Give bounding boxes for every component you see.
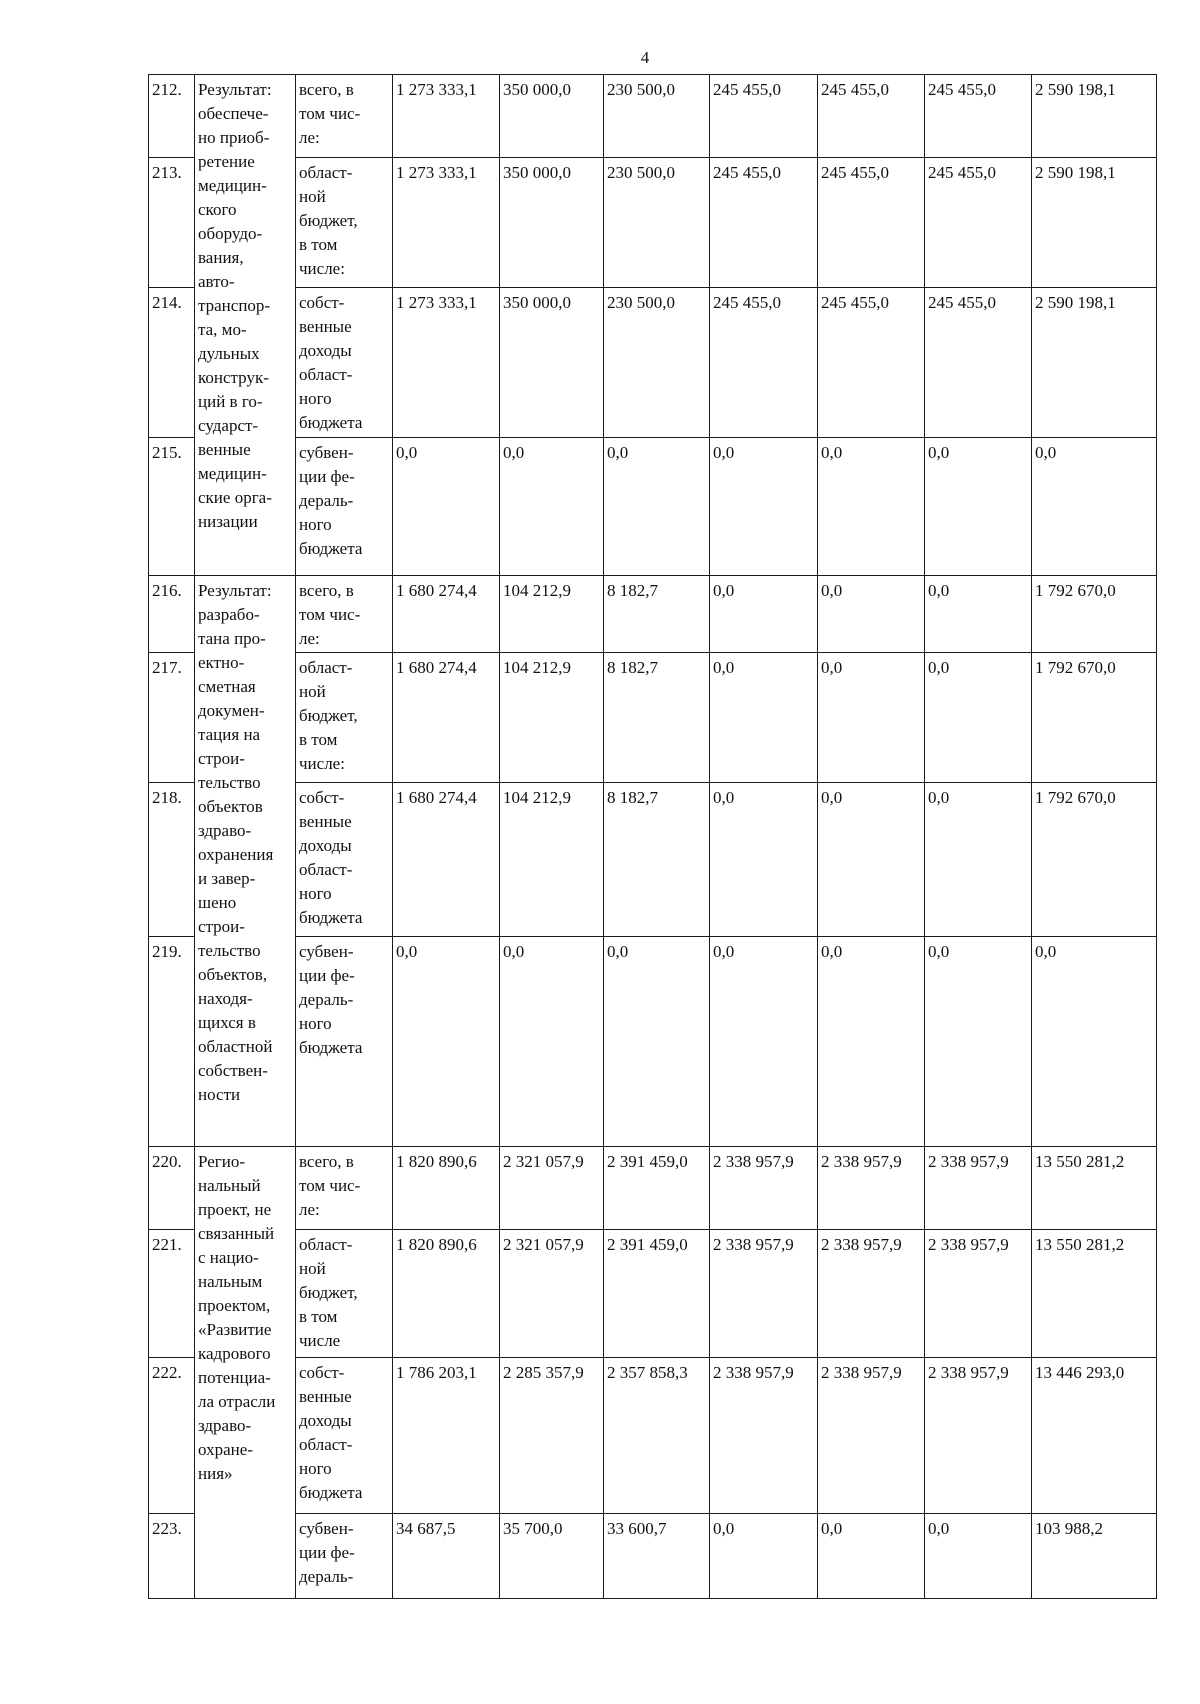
value-cell: 245 455,0 xyxy=(818,158,925,288)
value-cell: 2 338 957,9 xyxy=(818,1230,925,1358)
value-total-cell: 1 792 670,0 xyxy=(1032,576,1157,653)
result-description: Результат: разрабо- тана про- ектно- сметная докумен- тация на строи- тельство объектов здраво- охранения и завер- шено строи- тельство объектов, находя- щихся в областной собствен- ности xyxy=(195,576,296,1147)
funding-source: всего, в том чис- ле: xyxy=(296,1147,393,1230)
page-number: 4 xyxy=(640,48,650,67)
value-cell: 0,0 xyxy=(710,438,818,576)
value-cell: 2 338 957,9 xyxy=(818,1358,925,1514)
value-cell: 1 273 333,1 xyxy=(393,75,500,158)
value-cell: 0,0 xyxy=(818,1514,925,1599)
value-total-cell: 13 446 293,0 xyxy=(1032,1358,1157,1514)
value-cell: 230 500,0 xyxy=(604,75,710,158)
value-cell: 0,0 xyxy=(710,937,818,1147)
funding-source: област- ной бюджет, в том числе: xyxy=(296,158,393,288)
value-cell: 0,0 xyxy=(604,438,710,576)
value-cell: 245 455,0 xyxy=(925,75,1032,158)
value-cell: 2 338 957,9 xyxy=(925,1230,1032,1358)
value-cell: 0,0 xyxy=(818,438,925,576)
value-cell: 104 212,9 xyxy=(500,783,604,937)
value-cell: 0,0 xyxy=(818,576,925,653)
value-cell: 245 455,0 xyxy=(710,288,818,438)
table-row xyxy=(149,75,1157,158)
value-cell: 1 820 890,6 xyxy=(393,1230,500,1358)
value-cell: 245 455,0 xyxy=(818,288,925,438)
funding-source: субвен- ции фе- дераль- xyxy=(296,1514,393,1599)
table-row xyxy=(149,576,1157,653)
value-cell: 245 455,0 xyxy=(710,158,818,288)
table-row xyxy=(149,1514,1157,1599)
value-cell: 2 391 459,0 xyxy=(604,1147,710,1230)
value-cell: 2 391 459,0 xyxy=(604,1230,710,1358)
table-row xyxy=(149,158,1157,288)
result-description: Результат: обеспече- но приоб- ретение медицин- ского оборудо- вания, авто- транспор- та, мо- дульных конструк- ций в го- сударст- венные медицин- ские орга- низации xyxy=(195,75,296,576)
value-cell: 350 000,0 xyxy=(500,158,604,288)
value-total-cell: 0,0 xyxy=(1032,438,1157,576)
funding-source: собст- венные доходы област- ного бюджета xyxy=(296,783,393,937)
value-cell: 1 273 333,1 xyxy=(393,158,500,288)
value-cell: 0,0 xyxy=(925,653,1032,783)
row-number: 212. xyxy=(149,75,195,158)
value-total-cell: 1 792 670,0 xyxy=(1032,653,1157,783)
value-cell: 350 000,0 xyxy=(500,75,604,158)
value-cell: 0,0 xyxy=(925,937,1032,1147)
table-row xyxy=(149,783,1157,937)
value-total-cell: 2 590 198,1 xyxy=(1032,158,1157,288)
value-cell: 2 285 357,9 xyxy=(500,1358,604,1514)
value-cell: 2 338 957,9 xyxy=(925,1147,1032,1230)
value-cell: 1 786 203,1 xyxy=(393,1358,500,1514)
value-cell: 1 680 274,4 xyxy=(393,576,500,653)
value-cell: 35 700,0 xyxy=(500,1514,604,1599)
value-cell: 245 455,0 xyxy=(925,288,1032,438)
table-row xyxy=(149,1230,1157,1358)
value-cell: 0,0 xyxy=(818,783,925,937)
funding-source: всего, в том чис- ле: xyxy=(296,576,393,653)
funding-source: всего, в том чис- ле: xyxy=(296,75,393,158)
row-number: 220. xyxy=(149,1147,195,1230)
value-cell: 1 820 890,6 xyxy=(393,1147,500,1230)
value-cell: 0,0 xyxy=(818,653,925,783)
row-number: 216. xyxy=(149,576,195,653)
value-cell: 0,0 xyxy=(925,783,1032,937)
value-cell: 2 338 957,9 xyxy=(818,1147,925,1230)
row-number: 215. xyxy=(149,438,195,576)
funding-source: област- ной бюджет, в том числе xyxy=(296,1230,393,1358)
value-cell: 245 455,0 xyxy=(818,75,925,158)
table-row xyxy=(149,288,1157,438)
row-number: 213. xyxy=(149,158,195,288)
value-cell: 230 500,0 xyxy=(604,288,710,438)
value-cell: 2 338 957,9 xyxy=(710,1147,818,1230)
row-number: 221. xyxy=(149,1230,195,1358)
value-cell: 34 687,5 xyxy=(393,1514,500,1599)
table-row xyxy=(149,438,1157,576)
table-row xyxy=(149,653,1157,783)
value-cell: 0,0 xyxy=(925,438,1032,576)
value-cell: 2 321 057,9 xyxy=(500,1147,604,1230)
value-total-cell: 103 988,2 xyxy=(1032,1514,1157,1599)
value-cell: 104 212,9 xyxy=(500,653,604,783)
value-cell: 2 321 057,9 xyxy=(500,1230,604,1358)
value-cell: 0,0 xyxy=(710,653,818,783)
row-number: 218. xyxy=(149,783,195,937)
value-cell: 0,0 xyxy=(710,576,818,653)
result-description: Регио- нальный проект, не связанный с нацио- нальным проектом, «Развитие кадрового потенциа- ла отрасли здраво- охране- ния» xyxy=(195,1147,296,1599)
value-cell: 0,0 xyxy=(925,576,1032,653)
row-number: 214. xyxy=(149,288,195,438)
value-cell: 8 182,7 xyxy=(604,576,710,653)
value-cell: 0,0 xyxy=(818,937,925,1147)
value-cell: 230 500,0 xyxy=(604,158,710,288)
value-cell: 0,0 xyxy=(604,937,710,1147)
table-row xyxy=(149,1358,1157,1514)
value-total-cell: 2 590 198,1 xyxy=(1032,288,1157,438)
value-cell: 8 182,7 xyxy=(604,653,710,783)
value-cell: 0,0 xyxy=(393,937,500,1147)
value-cell: 2 338 957,9 xyxy=(925,1358,1032,1514)
value-cell: 0,0 xyxy=(500,438,604,576)
table-row xyxy=(149,937,1157,1147)
value-cell: 0,0 xyxy=(710,1514,818,1599)
value-cell: 245 455,0 xyxy=(710,75,818,158)
value-cell: 245 455,0 xyxy=(925,158,1032,288)
row-number: 223. xyxy=(149,1514,195,1599)
value-total-cell: 1 792 670,0 xyxy=(1032,783,1157,937)
value-cell: 0,0 xyxy=(710,783,818,937)
value-cell: 2 357 858,3 xyxy=(604,1358,710,1514)
row-number: 217. xyxy=(149,653,195,783)
value-total-cell: 2 590 198,1 xyxy=(1032,75,1157,158)
budget-table xyxy=(148,74,1157,1599)
value-cell: 0,0 xyxy=(393,438,500,576)
value-cell: 350 000,0 xyxy=(500,288,604,438)
funding-source: собст- венные доходы област- ного бюджета xyxy=(296,288,393,438)
value-cell: 104 212,9 xyxy=(500,576,604,653)
value-total-cell: 13 550 281,2 xyxy=(1032,1230,1157,1358)
funding-source: област- ной бюджет, в том числе: xyxy=(296,653,393,783)
value-cell: 0,0 xyxy=(500,937,604,1147)
value-cell: 2 338 957,9 xyxy=(710,1358,818,1514)
value-cell: 1 680 274,4 xyxy=(393,653,500,783)
table-row xyxy=(149,1147,1157,1230)
value-cell: 1 680 274,4 xyxy=(393,783,500,937)
value-total-cell: 0,0 xyxy=(1032,937,1157,1147)
value-cell: 2 338 957,9 xyxy=(710,1230,818,1358)
row-number: 219. xyxy=(149,937,195,1147)
row-number: 222. xyxy=(149,1358,195,1514)
funding-source: субвен- ции фе- дераль- ного бюджета xyxy=(296,438,393,576)
value-total-cell: 13 550 281,2 xyxy=(1032,1147,1157,1230)
funding-source: собст- венные доходы област- ного бюджета xyxy=(296,1358,393,1514)
value-cell: 33 600,7 xyxy=(604,1514,710,1599)
funding-source: субвен- ции фе- дераль- ного бюджета xyxy=(296,937,393,1147)
value-cell: 1 273 333,1 xyxy=(393,288,500,438)
value-cell: 0,0 xyxy=(925,1514,1032,1599)
value-cell: 8 182,7 xyxy=(604,783,710,937)
